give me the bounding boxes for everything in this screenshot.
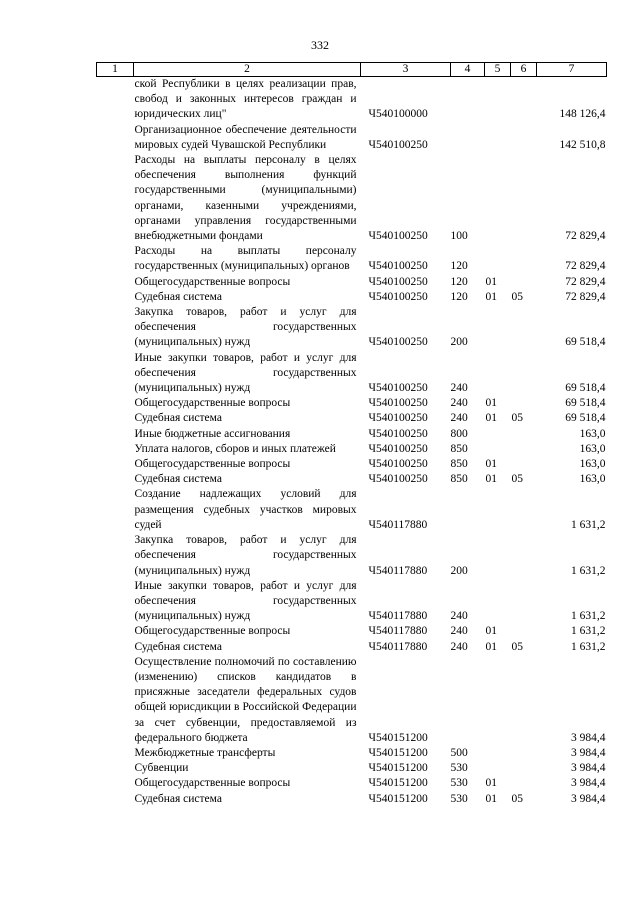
target-article-code: Ч540151200 bbox=[368, 762, 428, 775]
subsection-code bbox=[511, 624, 537, 639]
table-row bbox=[97, 411, 607, 426]
table-row bbox=[97, 457, 607, 472]
table-row bbox=[97, 579, 607, 625]
subsection-code: 05 bbox=[511, 473, 523, 486]
target-article-code: Ч540100250 bbox=[368, 458, 428, 471]
section-code bbox=[485, 123, 511, 153]
subsection-code bbox=[511, 244, 537, 274]
target-article-code: Ч540117880 bbox=[368, 625, 428, 638]
expense-type-code: 120 bbox=[450, 290, 468, 303]
target-article-code: Ч540100250 bbox=[368, 336, 428, 349]
empty-cell bbox=[97, 533, 134, 579]
table-row bbox=[97, 153, 607, 244]
target-article-code: Ч540100250 bbox=[368, 260, 428, 273]
empty-cell bbox=[97, 579, 134, 625]
table-row bbox=[97, 77, 607, 123]
expense-type-code: 240 bbox=[450, 412, 468, 425]
row-name: Общегосударственные вопросы bbox=[134, 625, 291, 638]
target-article-code: Ч540100250 bbox=[368, 427, 428, 440]
subsection-code bbox=[511, 305, 537, 351]
target-article-code: Ч540117880 bbox=[368, 564, 428, 577]
row-name: Судебная система bbox=[134, 473, 222, 486]
expense-type-code bbox=[451, 655, 485, 746]
target-article-code: Ч540100250 bbox=[368, 473, 428, 486]
empty-cell bbox=[97, 792, 134, 807]
amount: 3 984,4 bbox=[571, 731, 606, 744]
amount: 72 829,4 bbox=[565, 290, 606, 303]
subsection-code bbox=[511, 533, 537, 579]
row-name: Закупка товаров, работ и услуг для обеспечения государственных (муниципальных) нужд bbox=[134, 534, 357, 577]
row-name: Общегосударственные вопросы bbox=[134, 397, 291, 410]
empty-cell bbox=[97, 411, 134, 426]
section-code bbox=[485, 244, 511, 274]
subsection-code: 05 bbox=[511, 792, 523, 805]
amount: 3 984,4 bbox=[571, 746, 606, 759]
subsection-code bbox=[511, 396, 537, 411]
amount: 142 510,8 bbox=[559, 138, 606, 151]
amount: 163,0 bbox=[579, 427, 606, 440]
target-article-code: Ч540117880 bbox=[368, 610, 428, 623]
section-code bbox=[485, 351, 511, 397]
expense-type-code bbox=[451, 77, 485, 123]
expense-type-code: 240 bbox=[450, 610, 468, 623]
table-row bbox=[97, 472, 607, 487]
column-header: 5 bbox=[485, 63, 511, 77]
column-header-row bbox=[97, 63, 607, 77]
row-name: Межбюджетные трансферты bbox=[134, 746, 276, 759]
amount: 72 829,4 bbox=[565, 230, 606, 243]
budget-table bbox=[96, 62, 607, 807]
amount: 163,0 bbox=[579, 458, 606, 471]
section-code bbox=[485, 655, 511, 746]
expense-type-code: 240 bbox=[450, 397, 468, 410]
section-code: 01 bbox=[485, 473, 497, 486]
section-code bbox=[485, 761, 511, 776]
subsection-code: 05 bbox=[511, 412, 523, 425]
amount: 1 631,2 bbox=[571, 610, 606, 623]
row-name: Общегосударственные вопросы bbox=[134, 777, 291, 790]
target-article-code: Ч540100250 bbox=[368, 138, 428, 151]
empty-cell bbox=[97, 244, 134, 274]
empty-cell bbox=[97, 77, 134, 123]
subsection-code bbox=[511, 487, 537, 533]
empty-cell bbox=[97, 396, 134, 411]
subsection-code bbox=[511, 457, 537, 472]
column-header: 2 bbox=[134, 63, 361, 77]
page-number: 332 bbox=[311, 38, 329, 52]
subsection-code bbox=[511, 123, 537, 153]
subsection-code bbox=[511, 427, 537, 442]
subsection-code bbox=[511, 77, 537, 123]
section-code bbox=[485, 533, 511, 579]
expense-type-code: 120 bbox=[450, 275, 468, 288]
subsection-code bbox=[511, 153, 537, 244]
empty-cell bbox=[97, 290, 134, 305]
expense-type-code: 800 bbox=[450, 427, 468, 440]
subsection-code: 05 bbox=[511, 290, 523, 303]
table-row bbox=[97, 351, 607, 397]
section-code: 01 bbox=[485, 397, 497, 410]
amount: 3 984,4 bbox=[571, 777, 606, 790]
section-code: 01 bbox=[485, 275, 497, 288]
table-row bbox=[97, 442, 607, 457]
row-name: Общегосударственные вопросы bbox=[134, 275, 291, 288]
empty-cell bbox=[97, 640, 134, 655]
target-article-code: Ч540151200 bbox=[368, 746, 428, 759]
empty-cell bbox=[97, 123, 134, 153]
subsection-code bbox=[511, 579, 537, 625]
target-article-code: Ч540100250 bbox=[368, 382, 428, 395]
amount: 3 984,4 bbox=[571, 792, 606, 805]
table-row bbox=[97, 761, 607, 776]
expense-type-code: 240 bbox=[450, 382, 468, 395]
empty-cell bbox=[97, 761, 134, 776]
row-name: Судебная система bbox=[134, 640, 222, 653]
expense-type-code: 200 bbox=[450, 564, 468, 577]
section-code bbox=[485, 442, 511, 457]
empty-cell bbox=[97, 457, 134, 472]
table-row bbox=[97, 396, 607, 411]
row-name: Субвенции bbox=[134, 762, 189, 775]
table-row bbox=[97, 533, 607, 579]
target-article-code: Ч540100250 bbox=[368, 230, 428, 243]
empty-cell bbox=[97, 776, 134, 791]
row-name: Судебная система bbox=[134, 290, 222, 303]
amount: 69 518,4 bbox=[565, 382, 606, 395]
table-row bbox=[97, 792, 607, 807]
empty-cell bbox=[97, 427, 134, 442]
amount: 1 631,2 bbox=[571, 625, 606, 638]
section-code: 01 bbox=[485, 792, 497, 805]
table-row bbox=[97, 640, 607, 655]
amount: 1 631,2 bbox=[571, 564, 606, 577]
empty-cell bbox=[97, 746, 134, 761]
target-article-code: Ч540151200 bbox=[368, 731, 428, 744]
column-header: 6 bbox=[511, 63, 537, 77]
amount: 163,0 bbox=[579, 442, 606, 455]
expense-type-code: 850 bbox=[450, 473, 468, 486]
target-article-code: Ч540151200 bbox=[368, 792, 428, 805]
empty-cell bbox=[97, 275, 134, 290]
empty-cell bbox=[97, 351, 134, 397]
expense-type-code: 120 bbox=[450, 260, 468, 273]
expense-type-code bbox=[451, 123, 485, 153]
row-name: Осуществление полномочий по составлению (изменению) списков кандидатов в присяжные заседатели федеральных судов общей юрисдикции в Российской Федерации за счет субвенции, предоставляемой из федерального бюджета bbox=[134, 655, 357, 744]
section-code bbox=[485, 77, 511, 123]
row-name: Уплата налогов, сборов и иных платежей bbox=[134, 442, 336, 455]
row-name: Закупка товаров, работ и услуг для обеспечения государственных (муниципальных) нужд bbox=[134, 306, 357, 349]
section-code: 01 bbox=[485, 640, 497, 653]
column-header: 3 bbox=[361, 63, 451, 77]
section-code bbox=[485, 746, 511, 761]
amount: 69 518,4 bbox=[565, 336, 606, 349]
section-code: 01 bbox=[485, 458, 497, 471]
target-article-code: Ч540117880 bbox=[368, 640, 428, 653]
row-name: Иные закупки товаров, работ и услуг для обеспечения государственных (муниципальных) нужд bbox=[134, 579, 357, 623]
row-name: Расходы на выплаты персоналу государственных (муниципальных) органов bbox=[134, 245, 357, 273]
table-row bbox=[97, 487, 607, 533]
amount: 69 518,4 bbox=[565, 412, 606, 425]
column-header: 7 bbox=[537, 63, 607, 77]
amount: 163,0 bbox=[579, 473, 606, 486]
table-row bbox=[97, 123, 607, 153]
amount: 148 126,4 bbox=[559, 108, 606, 121]
row-name: Расходы на выплаты персоналу в целях обеспечения выполнения функций государственными (муниципальными) органами, казенными учреждениями, органами управления государственными внебюджетными фондами bbox=[134, 154, 357, 243]
target-article-code: Ч540100000 bbox=[368, 108, 428, 121]
section-code bbox=[485, 427, 511, 442]
amount: 1 631,2 bbox=[571, 518, 606, 531]
section-code: 01 bbox=[485, 625, 497, 638]
expense-type-code: 240 bbox=[450, 625, 468, 638]
expense-type-code: 200 bbox=[450, 336, 468, 349]
empty-cell bbox=[97, 487, 134, 533]
section-code bbox=[485, 305, 511, 351]
section-code: 01 bbox=[485, 777, 497, 790]
expense-type-code: 530 bbox=[450, 762, 468, 775]
table-row bbox=[97, 746, 607, 761]
target-article-code: Ч540151200 bbox=[368, 777, 428, 790]
target-article-code: Ч540100250 bbox=[368, 290, 428, 303]
target-article-code: Ч540100250 bbox=[368, 275, 428, 288]
row-name: Организационное обеспечение деятельности мировых судей Чувашской Республики bbox=[134, 123, 357, 151]
row-name: ской Республики в целях реализации прав, свобод и законных интересов граждан и юридических лиц" bbox=[134, 78, 357, 121]
table-row bbox=[97, 290, 607, 305]
amount: 1 631,2 bbox=[571, 640, 606, 653]
row-name: Общегосударственные вопросы bbox=[134, 458, 291, 471]
table-row bbox=[97, 275, 607, 290]
target-article-code: Ч540100250 bbox=[368, 412, 428, 425]
column-header: 1 bbox=[97, 63, 134, 77]
target-article-code: Ч540100250 bbox=[368, 397, 428, 410]
table-row bbox=[97, 776, 607, 791]
subsection-code bbox=[511, 655, 537, 746]
empty-cell bbox=[97, 472, 134, 487]
subsection-code bbox=[511, 761, 537, 776]
subsection-code bbox=[511, 746, 537, 761]
table-row bbox=[97, 624, 607, 639]
section-code bbox=[485, 579, 511, 625]
subsection-code: 05 bbox=[511, 640, 523, 653]
expense-type-code: 100 bbox=[450, 230, 468, 243]
expense-type-code: 530 bbox=[450, 792, 468, 805]
amount: 69 518,4 bbox=[565, 397, 606, 410]
table-row bbox=[97, 655, 607, 746]
amount: 3 984,4 bbox=[571, 762, 606, 775]
subsection-code bbox=[511, 776, 537, 791]
column-header: 4 bbox=[451, 63, 485, 77]
subsection-code bbox=[511, 275, 537, 290]
empty-cell bbox=[97, 624, 134, 639]
row-name: Создание надлежащих условий для размещения судебных участков мировых судей bbox=[134, 488, 357, 531]
expense-type-code: 500 bbox=[450, 746, 468, 759]
expense-type-code bbox=[451, 487, 485, 533]
section-code: 01 bbox=[485, 290, 497, 303]
section-code: 01 bbox=[485, 412, 497, 425]
section-code bbox=[485, 153, 511, 244]
table-row bbox=[97, 427, 607, 442]
subsection-code bbox=[511, 442, 537, 457]
target-article-code: Ч540117880 bbox=[368, 518, 428, 531]
empty-cell bbox=[97, 305, 134, 351]
table-row bbox=[97, 305, 607, 351]
empty-cell bbox=[97, 153, 134, 244]
subsection-code bbox=[511, 351, 537, 397]
amount: 72 829,4 bbox=[565, 275, 606, 288]
expense-type-code: 530 bbox=[450, 777, 468, 790]
table-row bbox=[97, 244, 607, 274]
empty-cell bbox=[97, 655, 134, 746]
target-article-code: Ч540100250 bbox=[368, 442, 428, 455]
expense-type-code: 850 bbox=[450, 442, 468, 455]
row-name: Иные бюджетные ассигнования bbox=[134, 427, 291, 440]
expense-type-code: 850 bbox=[450, 458, 468, 471]
row-name: Иные закупки товаров, работ и услуг для обеспечения государственных (муниципальных) нужд bbox=[134, 351, 357, 395]
amount: 72 829,4 bbox=[565, 260, 606, 273]
row-name: Судебная система bbox=[134, 412, 222, 425]
table-body bbox=[97, 77, 607, 807]
expense-type-code: 240 bbox=[450, 640, 468, 653]
empty-cell bbox=[97, 442, 134, 457]
row-name: Судебная система bbox=[134, 792, 222, 805]
section-code bbox=[485, 487, 511, 533]
